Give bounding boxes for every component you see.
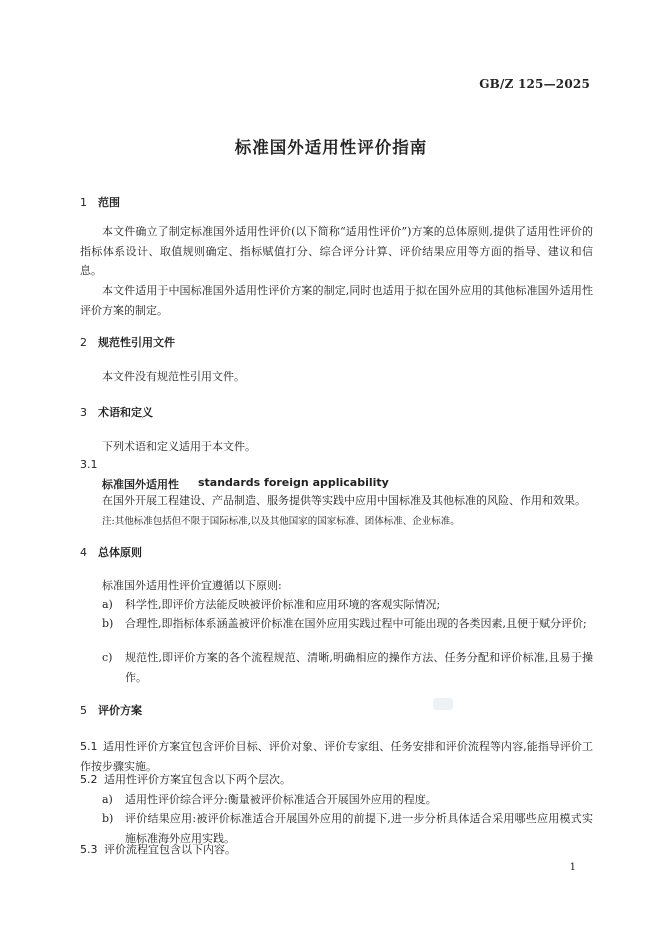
level-b: 评价结果应用:被评价标准适合开展国外应用的前提下,进一步分析具体适合采用哪些应用模式实施标准海外应用实践。	[125, 812, 593, 845]
term-chinese: 标准国外适用性	[102, 478, 179, 491]
list-item-marker: a)	[102, 793, 113, 806]
watermark-logo	[433, 698, 453, 710]
clause-5-1: 适用性评价方案宜包含评价目标、评价对象、评价专家组、任务安排和评价流程等内容,能指导评价工作按步骤实施。	[80, 740, 593, 773]
section-title: 范围	[98, 196, 120, 209]
principle-a: 科学性,即评价方法能反映被评价标准和应用环境的客观实际情况;	[125, 598, 441, 611]
section-4-heading	[80, 544, 142, 560]
list-item-marker: b)	[102, 812, 114, 825]
principle-b: 合理性,即指标体系涵盖被评价标准在国外应用实践过程中可能出现的各类因素,且便于赋分评价;	[125, 617, 587, 630]
section-number: 1	[80, 196, 87, 209]
term-number: 3.1	[80, 458, 98, 471]
list-item-marker: a)	[102, 598, 113, 611]
standard-number: GB/Z 125—2025	[479, 77, 590, 91]
term-english: standards foreign applicability	[198, 476, 389, 489]
section-5-heading	[80, 702, 142, 718]
section-title: 规范性引用文件	[98, 336, 175, 349]
term-note: 注:其他标准包括但不限于国际标准,以及其他国家的国家标准、团体标准、企业标准。	[102, 516, 460, 527]
section-number: 3	[80, 406, 87, 419]
section-title: 术语和定义	[98, 406, 153, 419]
scope-paragraph-2: 本文件适用于中国标准国外适用性评价方案的制定,同时也适用于拟在国外应用的其他标准国外适用性评价方案的制定。	[80, 284, 593, 317]
term-definition: 在国外开展工程建设、产品制造、服务提供等实践中应用中国标准及其他标准的风险、作用和效果。	[102, 494, 586, 507]
section-number: 4	[80, 546, 87, 559]
principle-c: 规范性,即评价方案的各个流程规范、清晰,明确相应的操作方法、任务分配和评价标准,且易于操作。	[125, 651, 593, 684]
section-title: 评价方案	[98, 704, 142, 717]
list-item-marker: b)	[102, 617, 114, 630]
level-a: 适用性评价综合评分:衡量被评价标准适合开展国外应用的程度。	[125, 793, 437, 806]
list-item-marker: c)	[102, 651, 113, 664]
section-title: 总体原则	[98, 546, 142, 559]
clause-5-3: 评价流程宜包含以下内容。	[104, 843, 236, 856]
clause-5-2: 适用性评价方案宜包含以下两个层次。	[104, 773, 291, 786]
document-title: 标准国外适用性评价指南	[234, 138, 428, 157]
principles-intro: 标准国外适用性评价宜遵循以下原则:	[102, 579, 282, 592]
section-number: 5	[80, 704, 87, 717]
page-number: 1	[569, 862, 576, 873]
clause-number: 5.3	[80, 843, 98, 856]
section-1-heading	[80, 194, 120, 210]
section-3-heading	[80, 404, 153, 420]
normative-references-text: 本文件没有规范性引用文件。	[102, 370, 245, 383]
clause-number: 5.2	[80, 773, 98, 786]
section-number: 2	[80, 336, 87, 349]
scope-paragraph-1: 本文件确立了制定标准国外适用性评价(以下简称“适用性评价”)方案的总体原则,提供了适用性评价的指标体系设计、取值规则确定、指标赋值打分、综合评分计算、评价结果应用等方面的指导、建议和信息。	[80, 225, 593, 277]
clause-number: 5.1	[80, 740, 98, 753]
section-2-heading	[80, 334, 175, 350]
terms-intro: 下列术语和定义适用于本文件。	[102, 440, 256, 453]
